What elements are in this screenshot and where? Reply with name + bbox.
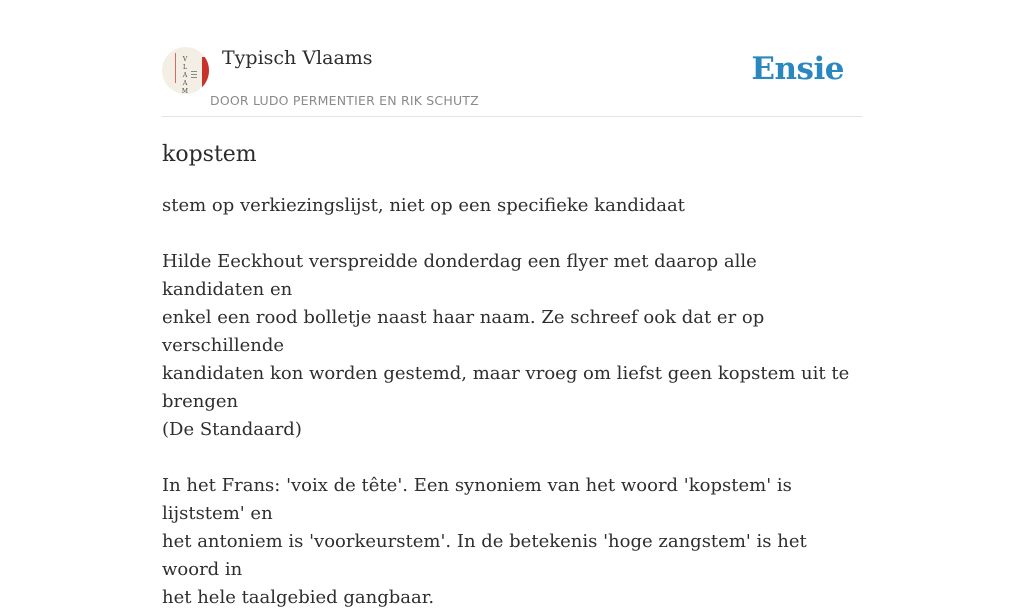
example-line: brengen xyxy=(162,391,239,412)
svg-text:M: M xyxy=(181,88,189,94)
definition: stem op verkiezingslijst, niet op een specifieke kandidaat xyxy=(162,195,685,216)
example-line: enkel een rood bolletje naast haar naam. Ze schreef ook dat er op verschillende xyxy=(162,307,765,356)
note-line: In het Frans: 'voix de tête'. Een synoniem van het woord 'kopstem' is lijststem' en xyxy=(162,475,792,524)
note-line: het antoniem is 'voorkeurstem'. In de betekenis 'hoge zangstem' is het woord in xyxy=(162,531,807,580)
book-title[interactable]: Typisch Vlaams xyxy=(222,47,373,69)
svg-text:A: A xyxy=(182,72,188,79)
svg-text:V: V xyxy=(182,56,188,63)
note-line: het hele taalgebied gangbaar. xyxy=(162,587,435,608)
svg-text:L: L xyxy=(183,64,187,71)
authors: DOOR LUDO PERMENTIER EN RIK SCHUTZ xyxy=(210,93,479,108)
ensie-logo[interactable]: Ensie xyxy=(751,51,844,87)
headword: kopstem xyxy=(162,142,257,167)
svg-text:A: A xyxy=(182,80,188,87)
entry-card xyxy=(162,0,862,608)
example-line: kandidaten kon worden gestemd, maar vroeg om liefst geen kopstem uit te xyxy=(162,363,850,384)
example-line: Hilde Eeckhout verspreidde donderdag een flyer met daarop alle kandidaten en xyxy=(162,251,757,300)
header xyxy=(162,0,862,117)
book-cover-icon[interactable] xyxy=(162,47,209,94)
entry-body xyxy=(162,192,862,612)
source: (De Standaard) xyxy=(162,419,302,440)
